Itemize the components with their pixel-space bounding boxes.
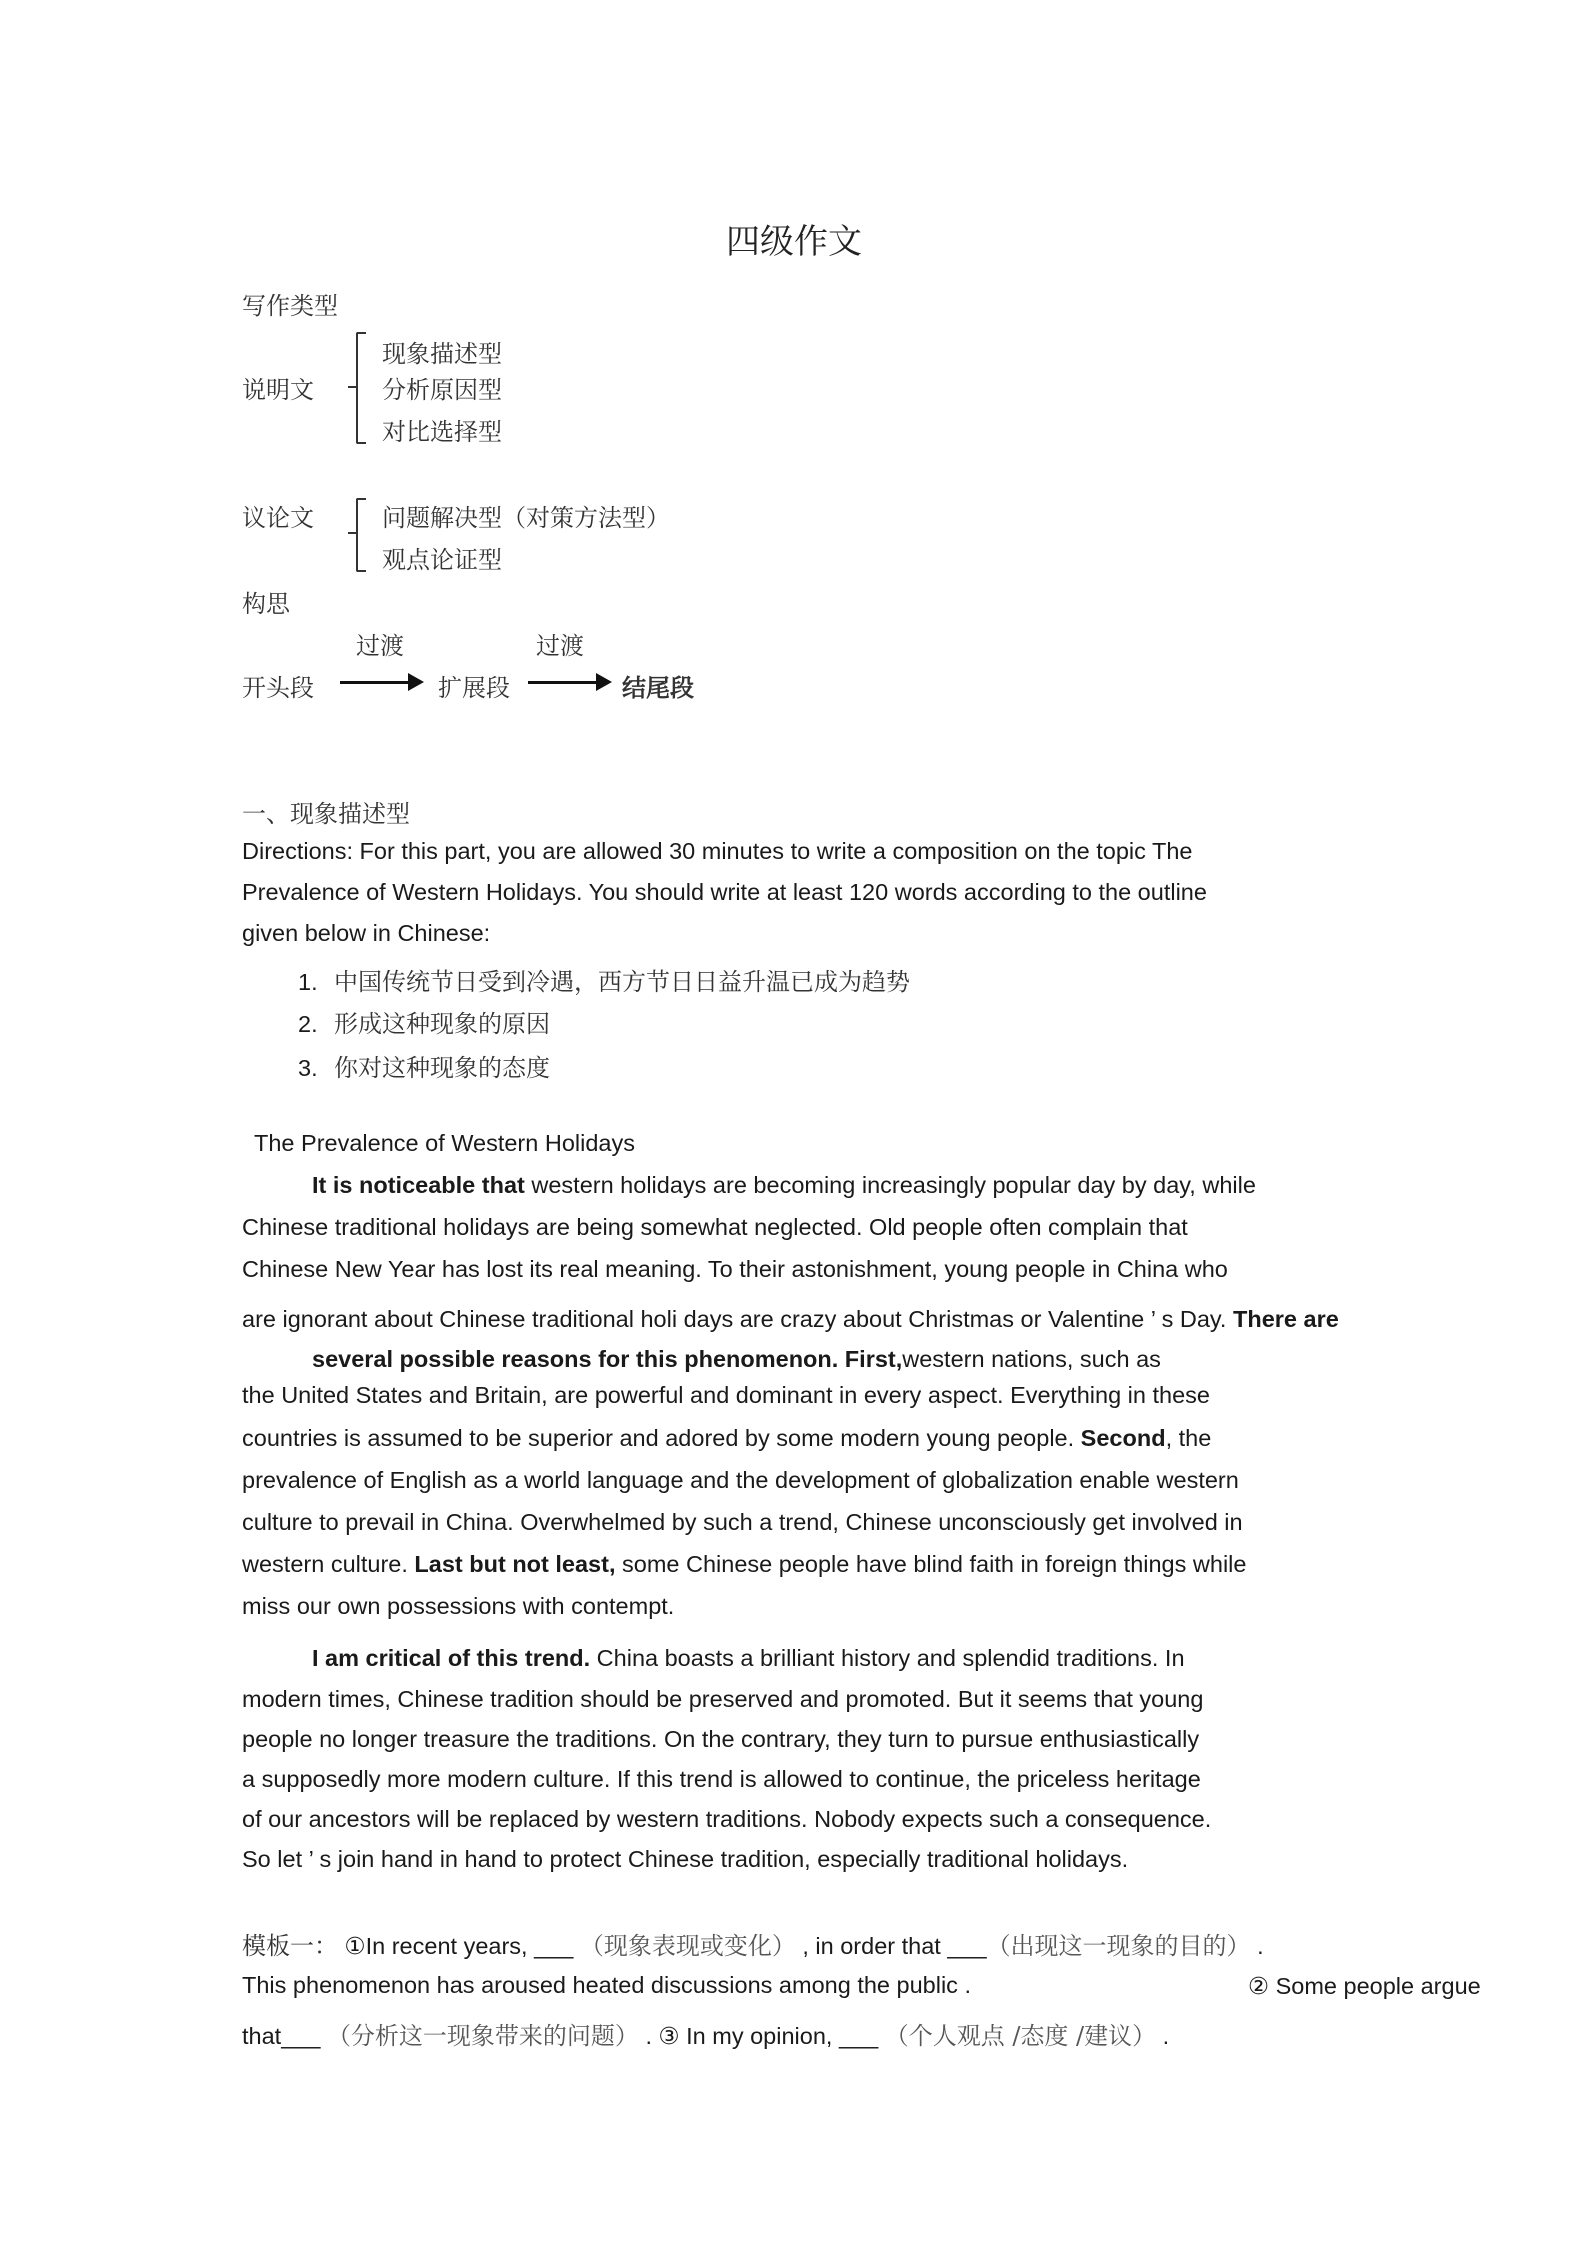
argumentative-item-1: 问题解决型（对策方法型） bbox=[382, 504, 670, 532]
essay-text: some Chinese people have blind faith in foreign things while bbox=[615, 1551, 1247, 1577]
essay-line: prevalence of English as a world language and the development of globalization enable western bbox=[242, 1467, 1239, 1493]
transition-label-1: 过渡 bbox=[356, 632, 404, 660]
outline-number: 1. bbox=[298, 969, 318, 995]
template-hint: （出现这一现象的目的） bbox=[986, 1932, 1251, 1960]
expository-brace-tick bbox=[348, 386, 356, 388]
template-line bbox=[242, 2016, 1169, 2051]
argumentative-brace bbox=[356, 498, 366, 572]
template-text: . bbox=[1156, 2023, 1170, 2049]
body-paragraph-label: 扩展段 bbox=[438, 674, 510, 702]
opening-paragraph-label: 开头段 bbox=[242, 674, 314, 702]
essay-text: countries is assumed to be superior and adored by some modern young people. bbox=[242, 1425, 1081, 1451]
argumentative-brace-tick bbox=[348, 532, 356, 534]
page-title: 四级作文 bbox=[726, 222, 862, 262]
essay-line bbox=[242, 1425, 1211, 1452]
template-text: This phenomenon has aroused heated discussions among the public . bbox=[242, 1972, 971, 1998]
outline-text: 中国传统节日受到冷遇，西方节日日益升温已成为趋势 bbox=[334, 968, 910, 996]
key-phrase: I am critical of this trend. bbox=[312, 1645, 591, 1671]
outline-number: 3. bbox=[298, 1055, 318, 1081]
expository-item-1: 现象描述型 bbox=[382, 340, 502, 368]
essay-line bbox=[312, 1172, 1256, 1199]
directions-line-1: Directions: For this part, you are allowed 30 minutes to write a composition on the topic The bbox=[242, 838, 1193, 864]
essay-text: western holidays are becoming increasingly popular day by day, while bbox=[524, 1172, 1256, 1198]
section-heading: 一、现象描述型 bbox=[242, 800, 410, 828]
argumentative-item-2: 观点论证型 bbox=[382, 546, 502, 574]
key-phrase: Last but not least, bbox=[414, 1551, 616, 1577]
key-phrase: It is noticeable that bbox=[312, 1172, 525, 1198]
template-label: 模板一： bbox=[242, 1932, 338, 1960]
essay-text: China boasts a brilliant history and splendid traditions. In bbox=[590, 1645, 1185, 1671]
key-phrase: Second bbox=[1080, 1425, 1166, 1451]
key-phrase: several possible reasons for this phenomenon. First, bbox=[312, 1346, 903, 1372]
transition-label-2: 过渡 bbox=[536, 632, 584, 660]
essay-line: the United States and Britain, are powerful and dominant in every aspect. Everything in these bbox=[242, 1382, 1210, 1408]
essay-line: of our ancestors will be replaced by western traditions. Nobody expects such a consequence. bbox=[242, 1806, 1212, 1832]
outline-text: 形成这种现象的原因 bbox=[334, 1010, 550, 1038]
template-line bbox=[242, 1926, 1264, 1961]
outline-text: 你对这种现象的态度 bbox=[334, 1054, 550, 1082]
directions-line-3: given below in Chinese: bbox=[242, 920, 491, 946]
outline-item bbox=[298, 1004, 550, 1039]
ending-paragraph-label: 结尾段 bbox=[622, 673, 694, 702]
essay-line: a supposedly more modern culture. If this trend is allowed to continue, the priceless heritage bbox=[242, 1766, 1201, 1792]
essay-text: are ignorant about Chinese traditional holi days are crazy about Christmas or Valentine ’ s Day. bbox=[242, 1306, 1227, 1332]
template-text: ② Some people argue bbox=[1248, 1973, 1481, 1999]
essay-text: western nations, such as bbox=[902, 1346, 1161, 1372]
argumentative-label: 议论文 bbox=[242, 504, 314, 532]
essay-line bbox=[312, 1346, 1161, 1373]
arrow-right-icon bbox=[340, 681, 420, 684]
essay-line: So let ’ s join hand in hand to protect Chinese tradition, especially traditional holidays. bbox=[242, 1846, 1129, 1872]
template-hint: （现象表现或变化） bbox=[579, 1932, 796, 1960]
arrow-right-icon bbox=[528, 681, 608, 684]
essay-line: culture to prevail in China. Overwhelmed by such a trend, Chinese unconsciously get involved in bbox=[242, 1509, 1243, 1535]
template-text: . ③ In my opinion, ___ bbox=[638, 2023, 885, 2049]
expository-item-3: 对比选择型 bbox=[382, 418, 502, 446]
template-text: ①In recent years, ___ bbox=[338, 1933, 580, 1959]
essay-line: miss our own possessions with contempt. bbox=[242, 1593, 675, 1619]
essay-line: Chinese traditional holidays are being somewhat neglected. Old people often complain that bbox=[242, 1214, 1188, 1240]
essay-line: modern times, Chinese tradition should be preserved and promoted. But it seems that young bbox=[242, 1686, 1204, 1712]
expository-brace bbox=[356, 332, 366, 444]
types-heading: 写作类型 bbox=[242, 292, 338, 320]
essay-line bbox=[242, 1551, 1246, 1578]
template-hint: （分析这一现象带来的问题） bbox=[326, 2022, 639, 2050]
outline-item bbox=[298, 962, 910, 997]
essay-text: western culture. bbox=[242, 1551, 415, 1577]
essay-line bbox=[242, 1306, 1339, 1333]
template-hint: （个人观点 /态度 /建议） bbox=[884, 2022, 1157, 2050]
directions-line-2: Prevalence of Western Holidays. You should write at least 120 words according to the outline bbox=[242, 879, 1207, 905]
template-text: . bbox=[1250, 1933, 1264, 1959]
expository-item-2: 分析原因型 bbox=[382, 376, 502, 404]
essay-text: , the bbox=[1165, 1425, 1212, 1451]
template-text: that___ bbox=[242, 2023, 327, 2049]
essay-line bbox=[312, 1645, 1185, 1672]
outline-number: 2. bbox=[298, 1011, 318, 1037]
expository-label: 说明文 bbox=[242, 376, 314, 404]
essay-line: Chinese New Year has lost its real meaning. To their astonishment, young people in China who bbox=[242, 1256, 1228, 1282]
key-phrase: There are bbox=[1226, 1306, 1339, 1332]
template-text: , in order that ___ bbox=[795, 1933, 987, 1959]
essay-title: The Prevalence of Western Holidays bbox=[254, 1130, 635, 1156]
structure-heading: 构思 bbox=[242, 590, 290, 618]
outline-item bbox=[298, 1048, 550, 1083]
essay-line: people no longer treasure the traditions. On the contrary, they turn to pursue enthusiastically bbox=[242, 1726, 1200, 1752]
